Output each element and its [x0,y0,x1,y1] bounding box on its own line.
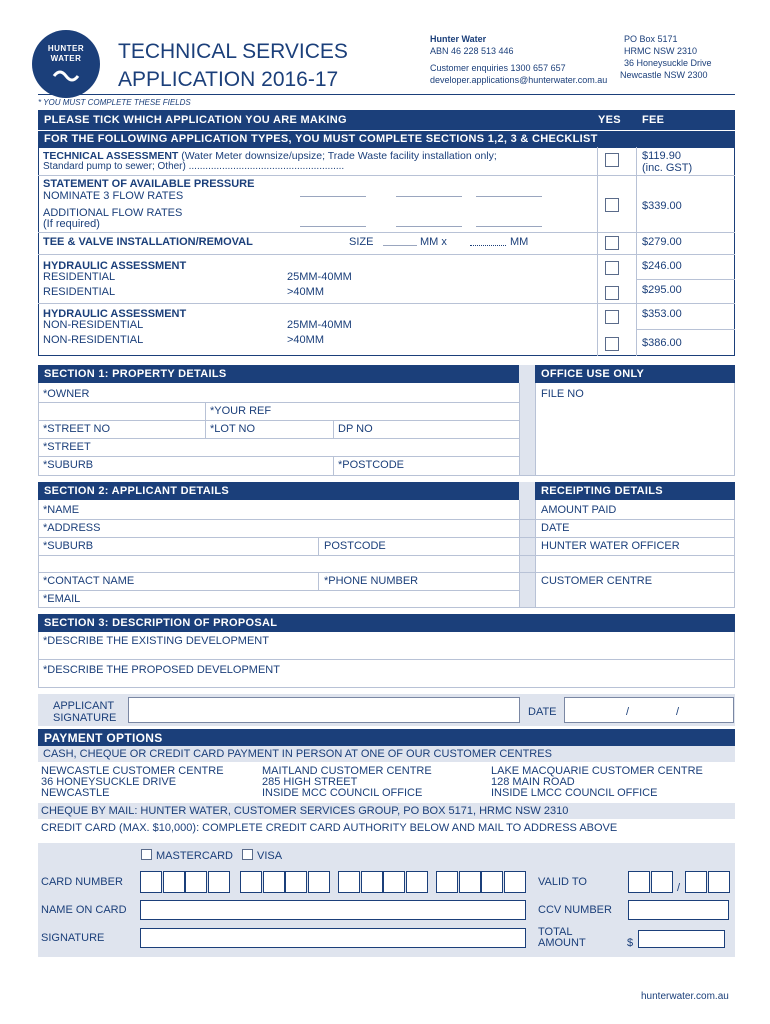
postcode-label: *POSTCODE [338,459,405,471]
pressure-fee: $339.00 [642,200,682,212]
name-label: *NAME [43,504,80,516]
mastercard-checkbox[interactable] [141,849,152,860]
card-digit-box[interactable] [163,871,185,893]
newcastle-centre: NEWCASTLE CUSTOMER CENTRE 36 HONEYSUCKLE DRIVE NEWCASTLE [41,765,224,799]
nonres-checkbox-2[interactable] [605,337,619,351]
nonres-size-2: >40MM [287,334,324,346]
header-rule [38,94,735,95]
email-address: developer.applications@hunterwater.com.au [430,75,608,85]
amount-paid-label: AMOUNT PAID [541,504,617,516]
nonres-label-2: NON-RESIDENTIAL [43,334,144,346]
dollar-sign: $ [627,937,634,949]
res-checkbox-1[interactable] [605,261,619,275]
credit-card-text: CREDIT CARD (MAX. $10,000): COMPLETE CREDIT CARD AUTHORITY BELOW AND MAIL TO ADDRESS ABOVE [41,822,618,834]
applicant-suburb-label: *SUBURB [43,540,94,552]
valid-month-2[interactable] [651,871,673,893]
valid-to-label: VALID TO [538,876,587,888]
additional-rate-2[interactable] [396,226,462,227]
nonres-checkbox-1[interactable] [605,310,619,324]
visa-label: VISA [257,850,283,862]
date-slash-2: / [676,706,680,718]
applicant-signature-label: APPLICANT SIGNATURE [53,700,117,724]
enquiries: Customer enquiries 1300 657 657 [430,63,566,73]
additional-rate-1[interactable] [300,226,366,227]
section2-heading: SECTION 2: APPLICANT DETAILS [38,482,519,500]
nonres-fee-1: $353.00 [642,308,682,320]
logo-text-hunter: HUNTER [47,44,85,53]
name-on-card-label: NAME ON CARD [41,904,127,916]
card-digit-box[interactable] [504,871,526,893]
required-note: * YOU MUST COMPLETE THESE FIELDS [38,98,191,107]
tech-assessment-desc: Standard pump to sewer; Other) ........................................................ [43,161,345,172]
section3-heading: SECTION 3: DESCRIPTION OF PROPOSAL [38,614,735,632]
tech-assessment-label: TECHNICAL ASSESSMENT (Water Meter downsize/upsize; Trade Waste facility installation only; [43,150,497,162]
street-no-label: *STREET NO [43,423,111,435]
card-digit-box[interactable] [338,871,360,893]
maitland-centre: MAITLAND CUSTOMER CENTRE 285 HIGH STREET INSIDE MCC COUNCIL OFFICE [262,765,432,799]
valid-year-1[interactable] [685,871,707,893]
fee-label: FEE [642,114,665,126]
total-amount-field[interactable] [638,930,725,948]
additional-rate-3[interactable] [476,226,542,227]
size-label: SIZE [349,236,374,248]
tech-assessment-checkbox[interactable] [605,153,619,167]
pressure-sub: NOMINATE 3 FLOW RATES [43,190,184,202]
signature-date-field[interactable] [564,697,734,723]
hydraulic-title-res: HYDRAULIC ASSESSMENT [43,260,187,272]
section2-table [38,500,735,608]
res-size-1: 25MM-40MM [287,271,352,283]
valid-year-2[interactable] [708,871,730,893]
payment-in-person-text: CASH, CHEQUE OR CREDIT CARD PAYMENT IN PERSON AT ONE OF OUR CUSTOMER CENTRES [43,748,552,760]
lake-macquarie-centre: LAKE MACQUARIE CUSTOMER CENTRE 128 MAIN ROAD INSIDE LMCC COUNCIL OFFICE [491,765,703,799]
additional-rates: ADDITIONAL FLOW RATES [43,207,183,219]
office-use-heading: OFFICE USE ONLY [535,365,735,383]
file-no-label: FILE NO [541,388,584,400]
card-number-label: CARD NUMBER [41,876,123,888]
cheque-text: CHEQUE BY MAIL: HUNTER WATER, CUSTOMER SERVICES GROUP, PO BOX 5171, HRMC NSW 2310 [41,805,569,817]
card-digit-box[interactable] [285,871,307,893]
applicant-signature-field[interactable] [128,697,520,723]
valid-month-1[interactable] [628,871,650,893]
card-digit-box[interactable] [240,871,262,893]
nonres-fee-2: $386.00 [642,337,682,349]
total-amount-label: TOTAL AMOUNT [538,926,586,949]
signature-date-label: DATE [528,706,557,718]
pressure-checkbox[interactable] [605,198,619,212]
email-label: *EMAIL [43,593,81,605]
pressure-title: STATEMENT OF AVAILABLE PRESSURE [43,178,255,190]
date-slash-1: / [626,706,630,718]
logo-wave-icon [32,30,100,98]
org-name: Hunter Water [430,34,487,44]
flow-rate-1[interactable] [300,196,366,197]
mastercard-label: MASTERCARD [156,850,234,862]
postal-address: PO Box 5171 HRMC NSW 2310 36 Honeysuckle Drive Newcastle NSW 2300 [620,34,712,80]
ccv-label: CCV NUMBER [538,904,612,916]
res-size-2: >40MM [287,286,324,298]
footer-url: hunterwater.com.au [641,991,729,1002]
dp-no-label: DP NO [338,423,373,435]
valid-slash: / [677,882,681,894]
receipting-heading: RECEIPTING DETAILS [535,482,735,500]
flow-rate-2[interactable] [396,196,462,197]
logo-text-water: WATER [50,54,82,63]
org-details [430,33,607,86]
ccv-field[interactable] [628,900,729,920]
visa-checkbox[interactable] [242,849,253,860]
nonres-size-1: 25MM-40MM [287,319,352,331]
tee-title: TEE & VALVE INSTALLATION/REMOVAL [43,236,253,248]
tee-checkbox[interactable] [605,236,619,250]
application-subheading-bar: FOR THE FOLLOWING APPLICATION TYPES, YOU MUST COMPLETE SECTIONS 1,2, 3 & CHECKLIST [38,130,735,147]
application-heading-bar: PLEASE TICK WHICH APPLICATION YOU ARE MAKING YES FEE [38,110,735,130]
logo [32,30,100,98]
nonres-label-1: NON-RESIDENTIAL [43,319,144,331]
hydraulic-title-nonres: HYDRAULIC ASSESSMENT [43,308,187,320]
card-digit-box[interactable] [361,871,383,893]
owner-label: *OWNER [43,388,90,400]
contact-name-label: *CONTACT NAME [43,575,135,587]
card-digit-box[interactable] [406,871,428,893]
lot-no-label: *LOT NO [210,423,256,435]
payment-heading: PAYMENT OPTIONS [38,729,735,746]
mm-label: MM [510,236,529,248]
existing-dev-label: *DESCRIBE THE EXISTING DEVELOPMENT [43,635,269,647]
res-checkbox-2[interactable] [605,286,619,300]
applicant-postcode-label: POSTCODE [324,540,386,552]
card-digit-box[interactable] [436,871,458,893]
suburb-label: *SUBURB [43,459,94,471]
abn: ABN 46 228 513 446 [430,46,514,56]
address-label: *ADDRESS [43,522,101,534]
card-digit-box[interactable] [208,871,230,893]
card-digit-box[interactable] [459,871,481,893]
card-signature-label: SIGNATURE [41,932,105,944]
res-fee-1: $246.00 [642,260,682,272]
residential-label-1: RESIDENTIAL [43,271,116,283]
date-label: DATE [541,522,570,534]
page-title: TECHNICAL SERVICES APPLICATION 2016-17 [118,40,348,91]
name-on-card-field[interactable] [140,900,526,920]
res-fee-2: $295.00 [642,284,682,296]
if-required: (If required) [43,218,100,230]
proposed-dev-label: *DESCRIBE THE PROPOSED DEVELOPMENT [43,664,280,676]
residential-label-2: RESIDENTIAL [43,286,116,298]
section1-heading: SECTION 1: PROPERTY DETAILS [38,365,519,383]
card-digit-box[interactable] [263,871,285,893]
tee-fee: $279.00 [642,236,682,248]
card-digit-box[interactable] [481,871,503,893]
card-signature-field[interactable] [140,928,526,948]
yes-label: YES [598,114,621,126]
card-digit-box[interactable] [185,871,207,893]
street-label: *STREET [43,441,91,453]
size-input-2[interactable] [470,245,506,246]
card-digit-box[interactable] [308,871,330,893]
card-digit-box[interactable] [383,871,405,893]
mm-x-label: MM x [420,236,447,248]
phone-label: *PHONE NUMBER [324,575,419,587]
tech-fee: $119.90 (inc. GST) [642,150,693,174]
officer-label: HUNTER WATER OFFICER [541,540,680,552]
card-digit-box[interactable] [140,871,162,893]
your-ref-label: *YOUR REF [210,405,272,417]
size-input-1[interactable] [383,245,417,246]
customer-centre-label: CUSTOMER CENTRE [541,575,653,587]
flow-rate-3[interactable] [476,196,542,197]
